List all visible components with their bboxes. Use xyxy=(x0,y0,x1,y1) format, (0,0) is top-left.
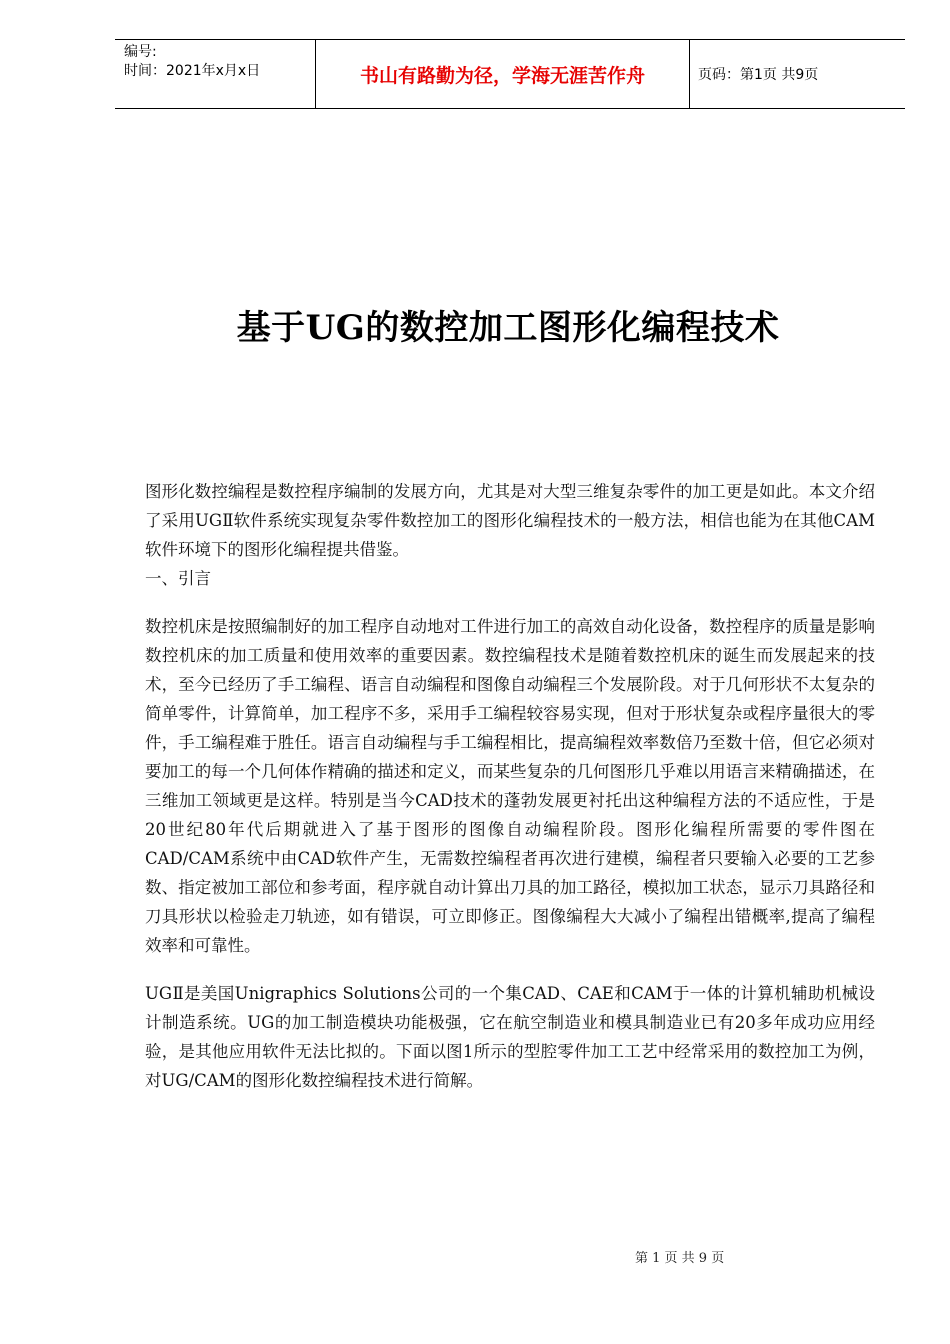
abstract-paragraph: 图形化数控编程是数控程序编制的发展方向，尤其是对大型三维复杂零件的加工更是如此。本文介绍了采用UGⅡ软件系统实现复杂零件数控加工的图形化编程技术的一般方法，相信也能为在其他CAM软件环境下的图形化编程提共借鉴。 xyxy=(145,482,875,559)
body-paragraph-1: 数控机床是按照编制好的加工程序自动地对工件进行加工的高效自动化设备，数控程序的质量是影响数控机床的加工质量和使用效率的重要因素。数控编程技术是随着数控机床的诞生而发展起来的技术，至今已经历了手工编程、语言自动编程和图像自动编程三个发展阶段。对于几何形状不太复杂的简单零件，计算简单，加工程序不多，采用手工编程较容易实现，但对于形状复杂或程序量很大的零件，手工编程难于胜任。语言自动编程与手工编程相比，提高编程效率数倍乃至数十倍，但它必须对要加工的每一个几何体作精确的描述和定义，而某些复杂的几何图形几乎难以用语言来精确描述，在三维加工领域更是这样。特别是当今CAD技术的蓬勃发展更衬托出这种编程方法的不适应性，于是20世纪80年代后期就进入了基于图形的图像自动编程阶段。图形化编程所需要的零件图在CAD/CAM系统中由CAD软件产生，无需数控编程者再次进行建模，编程者只要输入必要的工艺参数、指定被加工部位和参考面，程序就自动计算出刀具的加工路径，模拟加工状态，显示刀具路径和刀具形状以检验走刀轨迹，如有错误，可立即修正。图像编程大大减小了编程出错概率,提高了编程效率和可靠性。 xyxy=(145,617,875,955)
body-paragraph-2: UGⅡ是美国Unigraphics Solutions公司的一个集CAD、CAE和CAM于一体的计算机辅助机械设计制造系统。UG的加工制造模块功能极强，它在航空制造业和模具制造业已有20多年成功应用经验，是其他应用软件无法比拟的。下面以图1所示的型腔零件加工工艺中经常采用的数控加工为例，对UG/CAM的图形化数控编程技术进行简解。 xyxy=(145,984,875,1090)
document-body xyxy=(145,477,875,1095)
time-label: 时间：2021年x月x日 xyxy=(124,63,261,79)
code-label: 编号: xyxy=(124,44,157,60)
document-title: 基于UG的数控加工图形化编程技术 xyxy=(236,308,780,348)
header-meta-cell xyxy=(115,40,316,108)
header-table xyxy=(115,39,905,109)
header-motto: 书山有路勤为径，学海无涯苦作舟 xyxy=(316,40,690,108)
section-heading: 一、引言 xyxy=(145,569,211,588)
footer-page-number: 第 1 页 共 9 页 xyxy=(635,1251,725,1266)
header-page-info: 页码：第1页 共9页 xyxy=(698,67,819,83)
